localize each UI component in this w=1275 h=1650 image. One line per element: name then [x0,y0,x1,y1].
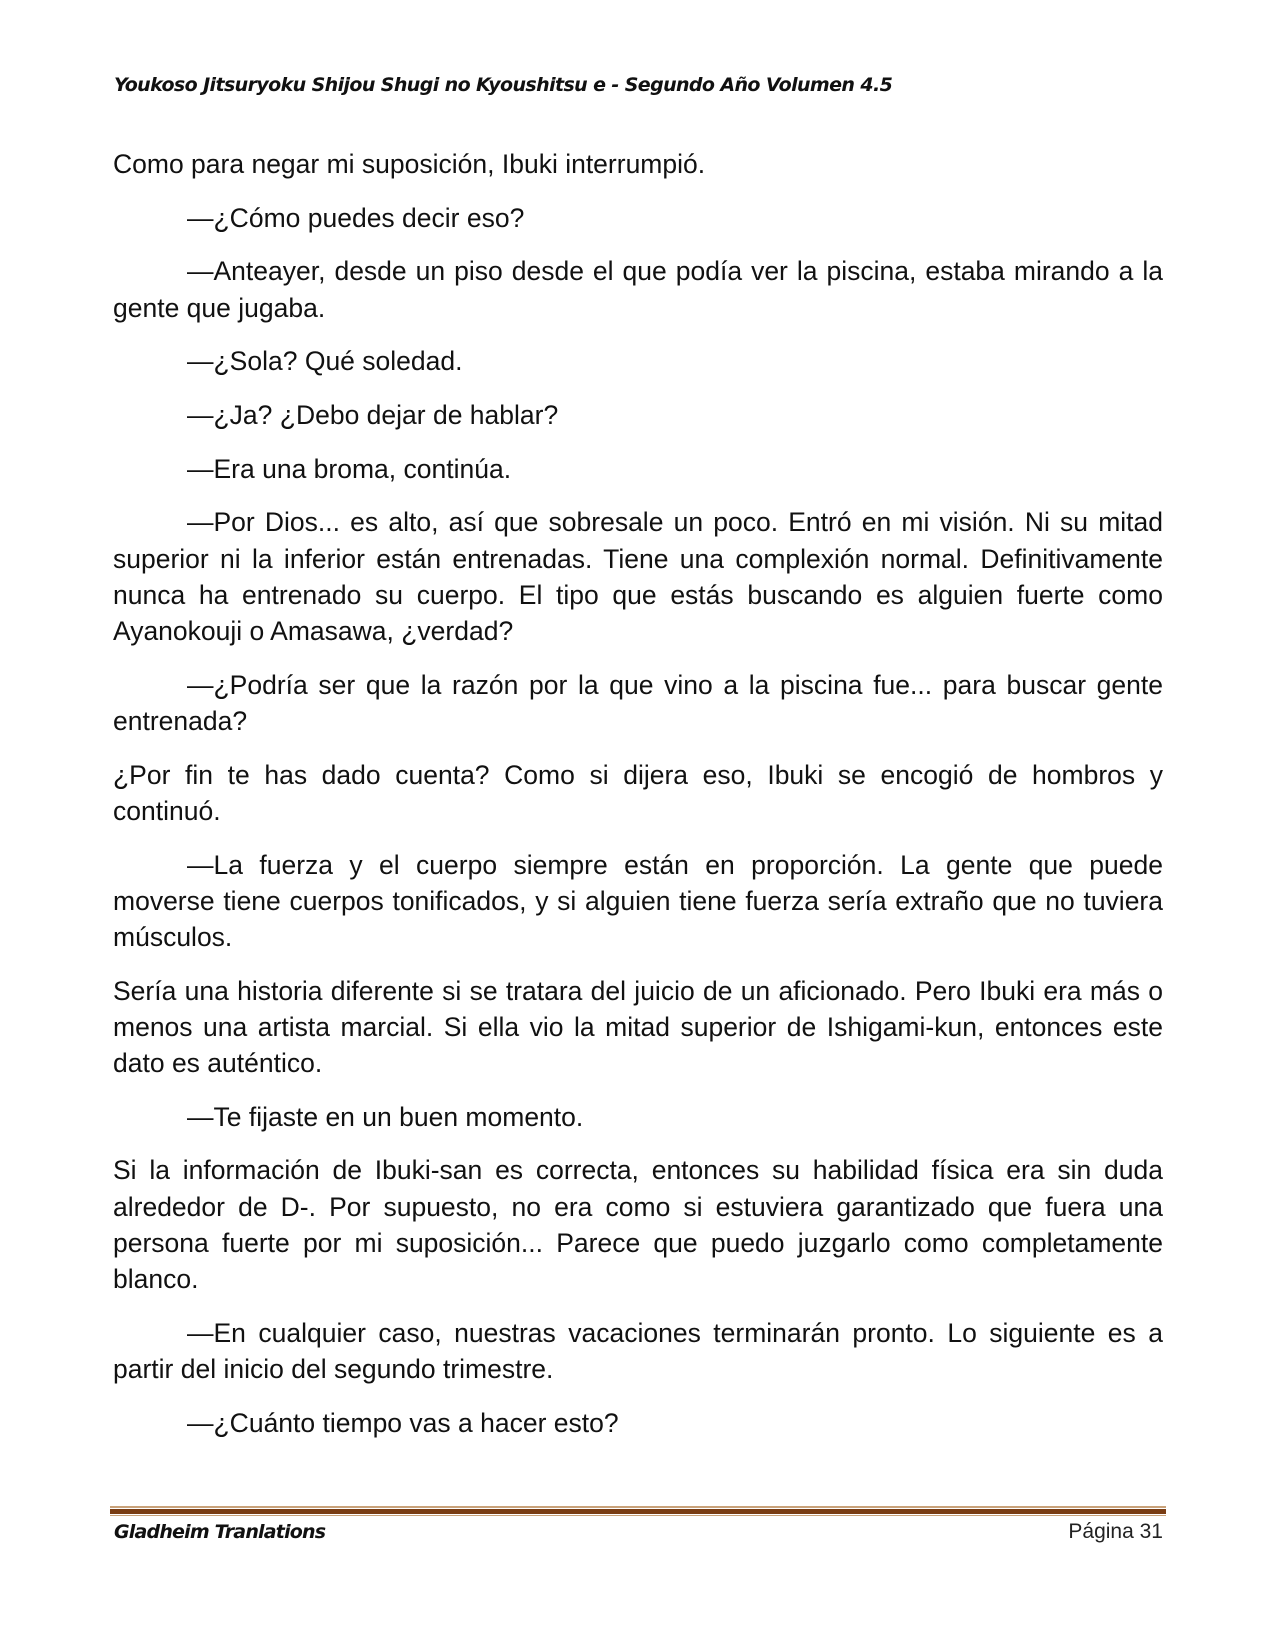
page-number: Página 31 [1068,1520,1163,1543]
paragraph: —Era una broma, continúa. [187,453,512,484]
paragraph: —Por Dios... es alto, así que sobresale un poco. Entró en mi visión. Ni su mitad superior ni la inferior están entrenadas. Tiene una complexión normal. Definitivamente nunca ha entrenado su cuerpo. El tipo que estás buscando es alguien fuerte como Ayanokouji o Amasawa, ¿verdad? [113,507,1163,647]
paragraph: —¿Cuánto tiempo vas a hacer esto? [187,1407,619,1438]
paragraph: —¿Sola? Qué soledad. [187,346,463,377]
paragraph: ¿Por fin te has dado cuenta? Como si dijera eso, Ibuki se encogió de hombros y continuó. [113,759,1163,826]
footer-rule-main [110,1509,1166,1514]
footer-rule-bottom [110,1515,1166,1516]
paragraph: Si la información de Ibuki-san es correcta, entonces su habilidad física era sin duda alrededor de D-. Por supuesto, no era como si estuviera garantizado que fuera una persona fuerte por mi suposición... Parece que puedo juzgarlo como completamente blanco. [113,1155,1163,1295]
paragraph: —¿Ja? ¿Debo dejar de hablar? [187,400,559,431]
paragraph: —En cualquier caso, nuestras vacaciones terminarán pronto. Lo siguiente es a partir del inicio del segundo trimestre. [113,1317,1163,1384]
page-body [113,146,1163,1458]
footer-rule-top [110,1506,1166,1508]
paragraph: —La fuerza y el cuerpo siempre están en proporción. La gente que puede moverse tiene cuerpos tonificados, y si alguien tiene fuerza sería extraño que no tuviera músculos. [113,849,1163,952]
paragraph: —¿Cómo puedes decir eso? [187,202,525,233]
paragraph: —Te fijaste en un buen momento. [187,1101,584,1132]
running-header: Youkoso Jitsuryoku Shijou Shugi no Kyoushitsu e - Segundo Año Volumen 4.5 [114,74,893,96]
paragraph: —Anteayer, desde un piso desde el que podía ver la piscina, estaba mirando a la gente que jugaba. [113,256,1163,323]
footer-publisher: Gladheim Tranlations [114,1521,326,1543]
paragraph: Sería una historia diferente si se tratara del juicio de un aficionado. Pero Ibuki era más o menos una artista marcial. Si ella vio la mitad superior de Ishigami-kun, entonces este dato es auténtico. [113,975,1163,1079]
paragraph: —¿Podría ser que la razón por la que vino a la piscina fue... para buscar gente entrenada? [113,669,1163,736]
paragraph: Como para negar mi suposición, Ibuki interrumpió. [113,149,706,179]
